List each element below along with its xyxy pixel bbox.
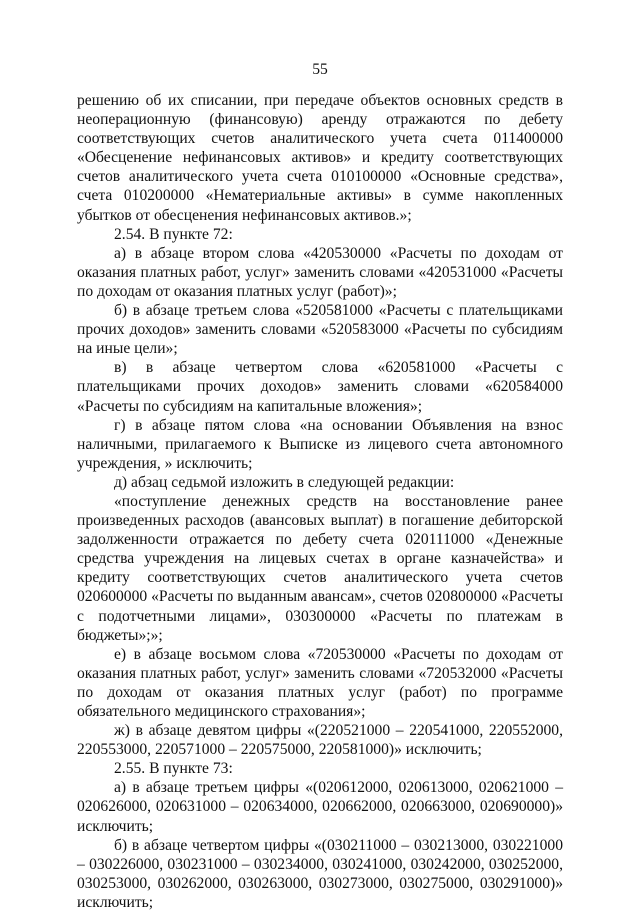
paragraph-continuation: решению об их списании, при передаче объектов основных средств в неоперационную (финансовую) аренду отражаются по дебету соответствующих счетов аналитического учета счета 011400000 «Обесценение нефинансовых активов» и кредиту соответствующих счетов аналитического учета счета 010100000 «Основные средства», счета 010200000 «Нематериальные активы» в сумме накопленных убытков от обесценения нефинансовых активов.»; (77, 92, 563, 224)
document-body (77, 91, 563, 912)
paragraph-item-zh: ж) в абзаце девятом цифры «(220521000 – 220541000, 220552000, 220553000, 220571000 – 220575000, 220581000)» исключить; (77, 722, 563, 759)
page-number: 55 (312, 61, 328, 78)
section-heading-2-55: 2.55. В пункте 73: (114, 760, 233, 778)
paragraph-item-a-2: а) в абзаце третьем цифры «(020612000, 020613000, 020621000 – 020626000, 020631000 – 020634000, 020662000, 020663000, 020690000)» исключить; (77, 779, 563, 835)
paragraph-item-g: г) в абзаце пятом слова «на основании Объявления на взнос наличными, прилагаемого к Выписке из лицевого счета автономного учреждения, » исключить; (77, 416, 563, 472)
paragraph-item-b-2: б) в абзаце четвертом цифры «(030211000 – 030213000, 030221000 – 030226000, 030231000 – 030234000, 030241000, 030242000, 030252000, 030253000, 030262000, 030263000, 030273000, 030275000, 030291000)» исключить; (77, 836, 563, 911)
paragraph-item-d: д) абзац седьмой изложить в следующей редакции: (114, 473, 455, 491)
paragraph-item-a: а) в абзаце втором слова «420530000 «Расчеты по доходам от оказания платных работ, услуг» заменить словами «420531000 «Расчеты по доходам от оказания платных услуг (работ)»; (77, 244, 563, 300)
paragraph-item-b: б) в абзаце третьем слова «520581000 «Расчеты с плательщиками прочих доходов» заменить словами «520583000 «Расчеты по субсидиям на иные цели»; (77, 302, 563, 358)
paragraph-quoted-text: «поступление денежных средств на восстановление ранее произведенных расходов (авансовых выплат) в погашение дебиторской задолженности отражается по дебету счета 020111000 «Денежные средства учреждения на лицевых счетах в органе казначейства» и кредиту соответствующих счетов аналитического учета счетов 020600000 «Расчеты по выданным авансам», счетов 020800000 «Расчеты с подотчетными лицами», 030300000 «Расчеты по платежам в бюджеты»;»; (77, 492, 563, 644)
section-heading-2-54: 2.54. В пункте 72: (114, 225, 233, 243)
paragraph-item-e: е) в абзаце восьмом слова «720530000 «Расчеты по доходам от оказания платных работ, услуг» заменить словами «720532000 «Расчеты по доходам от оказания платных услуг (работ) по программе обязательного медицинского страхования»; (77, 645, 563, 720)
paragraph-item-v: в) в абзаце четвертом слова «620581000 «Расчеты с плательщиками прочих доходов» заменить словами «620584000 «Расчеты по субсидиям на капитальные вложения»; (77, 359, 563, 415)
